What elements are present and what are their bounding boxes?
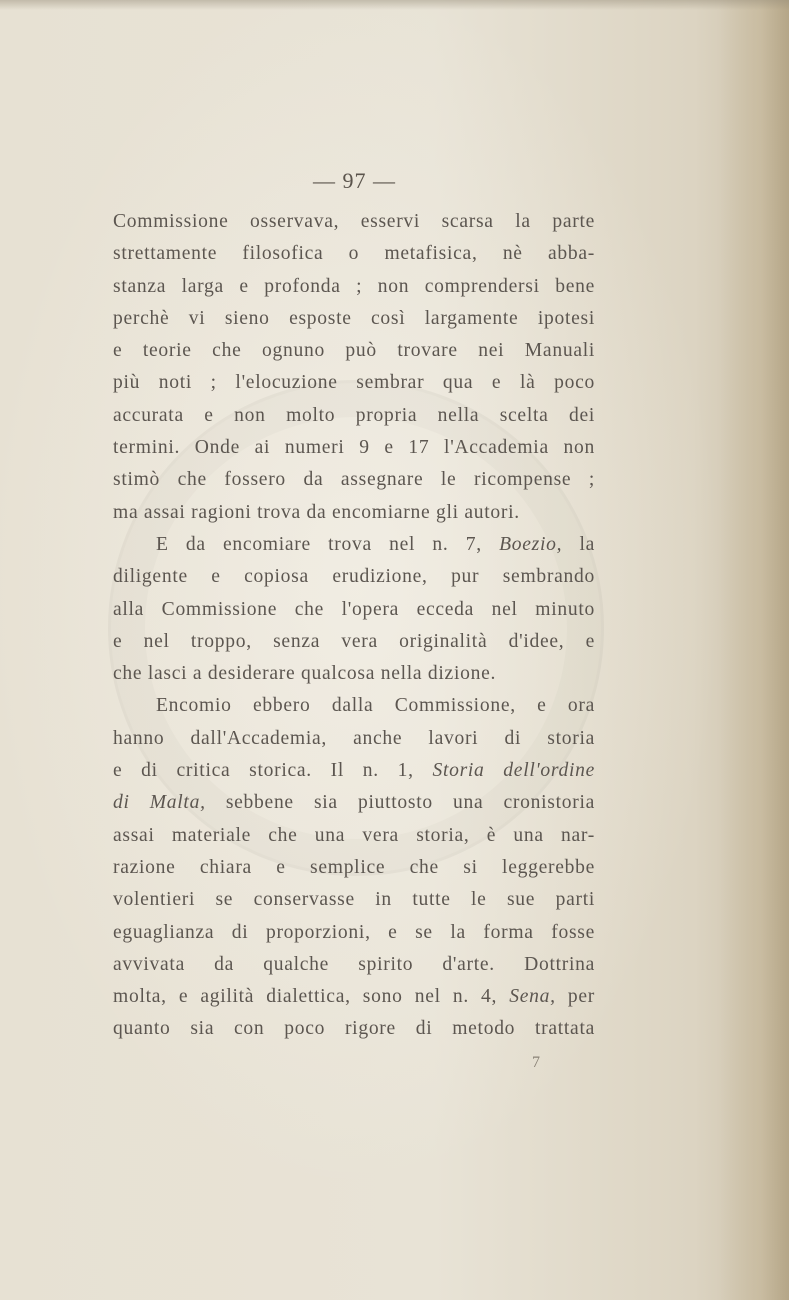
text-segment: molta, e agilità dialettica, sono nel n. 4, [113, 986, 498, 1008]
text-line: ma assai ragioni trova da encomiarne gli autori. [113, 501, 520, 523]
text-segment: e di critica storica. Il n. 1, [113, 760, 414, 782]
work-title: Boezio, [499, 533, 563, 555]
text-line: accurata e non molto propria nella scelta dei [113, 404, 595, 426]
work-title: Storia dell'ordine [432, 760, 596, 782]
work-title: di Malta, [113, 792, 206, 814]
text-segment: E da encomiare trova nel n. 7, [156, 533, 482, 555]
text-line: assai materiale che una vera storia, è una nar- [113, 824, 595, 846]
text-line: razione chiara e semplice che si leggerebbe [113, 856, 595, 878]
text-line: termini. Onde ai numeri 9 e 17 l'Accademia non [113, 437, 595, 459]
text-line: strettamente filosofica o metafisica, nè abba- [113, 243, 595, 265]
text-line: volentieri se conservasse in tutte le sue parti [113, 889, 595, 911]
text-line: quanto sia con poco rigore di metodo trattata [113, 1018, 595, 1040]
text-segment: per [567, 986, 595, 1008]
text-line: alla Commissione che l'opera ecceda nel minuto [113, 598, 595, 620]
text-line: Commissione osservava, esservi scarsa la parte [113, 211, 595, 232]
text-line: che lasci a desiderare qualcosa nella dizione. [113, 663, 497, 685]
text-line [113, 755, 595, 787]
text-segment: sebbene sia piuttosto una cronistoria [225, 792, 595, 814]
text-line: eguaglianza di proporzioni, e se la forma fosse [113, 921, 595, 943]
text-line: stanza larga e profonda ; non comprendersi bene [113, 275, 595, 297]
text-line: avvivata da qualche spirito d'arte. Dottrina [113, 953, 595, 975]
text-line: hanno dall'Accademia, anche lavori di storia [113, 727, 595, 749]
text-line: perchè vi sieno esposte così largamente ipotesi [113, 307, 595, 329]
body-text [113, 206, 595, 1046]
page-top-edge [0, 0, 789, 10]
text-line: e nel troppo, senza vera originalità d'idee, e [113, 630, 595, 652]
text-line [113, 529, 595, 561]
text-line: più noti ; l'elocuzione sembrar qua e là poco [113, 372, 595, 394]
text-segment: la [579, 533, 595, 555]
text-line [113, 787, 595, 819]
page-edge-shadow [719, 0, 789, 1300]
text-line: diligente e copiosa erudizione, pur sembrando [113, 566, 595, 588]
text-line [113, 981, 595, 1013]
page-number-header: — 97 — [313, 168, 396, 193]
signature-mark: 7 [532, 1054, 540, 1071]
work-title: Sena, [509, 986, 556, 1008]
text-line: Encomio ebbero dalla Commissione, e ora [156, 695, 595, 717]
text-line: stimò che fossero da assegnare le ricompense ; [113, 469, 595, 491]
text-line: e teorie che ognuno può trovare nei Manuali [113, 340, 595, 362]
